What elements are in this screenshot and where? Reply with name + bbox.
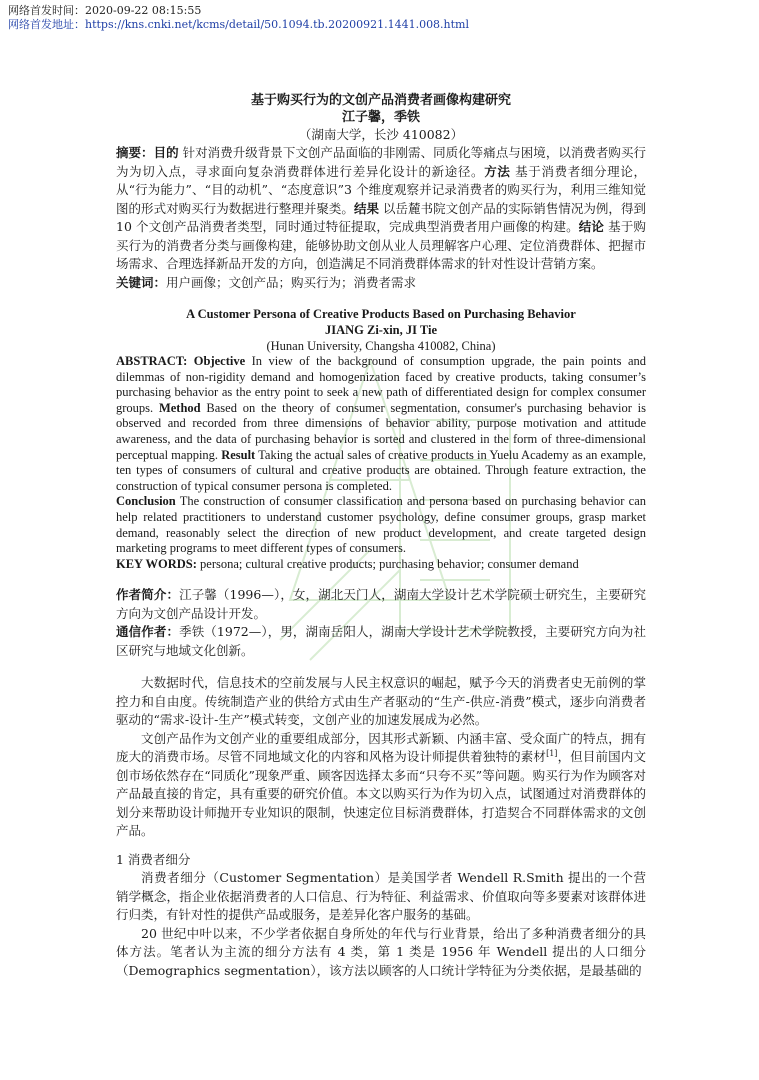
abstract-en	[116, 354, 646, 557]
body-paragraph-3: 消费者细分（Customer Segmentation）是美国学者 Wendell R.Smith 提出的一个营销学概念，指企业依据消费者的人口信息、行为特征、利益需求、价值取向等多要素对该群体进行归类，有针对性的提供产品或服务，是差异化客户服务的基础。	[116, 870, 646, 923]
abstract-en-label: ABSTRACT:	[116, 354, 188, 368]
corresponding-author-label: 通信作者：	[116, 624, 180, 640]
affiliation-en: (Hunan University, Changsha 410082, China)	[266, 339, 496, 353]
method-label-en: Method	[153, 400, 201, 415]
keywords-zh-text: 用户画像；文创产品；购买行为；消费者需求	[166, 274, 417, 290]
corresponding-author	[116, 623, 646, 660]
section-heading-1: 1 消费者细分	[116, 851, 191, 867]
author-bio	[116, 586, 646, 623]
title-en: A Customer Persona of Creative Products Based on Purchasing Behavior	[186, 307, 576, 321]
affiliation-zh: （湖南大学，长沙 410082）	[298, 127, 464, 142]
citation-ref[interactable]: [1]	[546, 749, 558, 759]
objective-text-zh: 针对消费升级背景下文创产品面临的非刚需、同质化等痛点与困境，以消费者购买行为为切入点，寻求面向复杂消费群体进行差异化设计的新途径。	[116, 145, 646, 179]
body-paragraph-2-part-a: 文创产品作为文创产业的重要组成部分，因其形式新颖、内涵丰富、受众面广的特点，拥有庞大的消费市场。尽管不同地域文化的内容和风格为设计师提供着独特的素材	[116, 730, 646, 765]
result-text-zh: 以岳麓书院文创产品的实际销售情况为例，得到 10 个文创产品消费者类型，同时通过特征提取，完成典型消费者用户画像的构建。	[116, 200, 646, 234]
paper-page	[116, 92, 646, 980]
objective-text-en: In view of the background of consumption upgrade, the pain points and dilemmas of non-rigidity demand and homogenization faced by creative products, taking consumer’s purchasing behavior as the entry point to seek a new path of differentiated design for complex consumer groups.	[116, 354, 646, 415]
publication-meta	[8, 4, 469, 32]
abstract-zh	[116, 144, 646, 274]
author-bio-text: 江子馨（1996—），女，湖北天门人，湖南大学设计艺术学院硕士研究生，主要研究方向为文创产品设计开发。	[116, 587, 646, 621]
result-label-en: Result	[218, 447, 256, 462]
corresponding-author-text: 季铁（1972—），男，湖南岳阳人，湖南大学设计艺术学院教授，主要研究方向为社区研究与地域文化创新。	[116, 624, 646, 658]
body-paragraph-4: 20 世纪中叶以来，不少学者依据自身所处的年代与行业背景，给出了多种消费者细分的具体方法。笔者认为主流的细分方法有 4 类，第 1 类是 1956 年 Wendell 提出的人口细分（Demographics segmentation），该方法以顾客的人口统计学特征为分类依据，是最基础的	[116, 925, 646, 978]
keywords-en-text: persona; cultural creative products; purchasing behavior; consumer demand	[196, 556, 579, 571]
authors-zh: 江子馨，季铁	[341, 110, 420, 125]
body-paragraph-1: 大数据时代，信息技术的空前发展与人民主权意识的崛起，赋予今天的消费者史无前例的掌控力和自由度。传统制造产业的供给方式由生产者驱动的“生产-供应-消费”模式，逐步向消费者驱动的“需求-设计-生产”模式转变，文创产业的加速发展成为必然。	[116, 675, 646, 728]
keywords-zh	[116, 274, 646, 293]
conclusion-text-zh: 基于购买行为的消费者分类与画像构建，能够协助文创从业人员理解客户心理、定位消费群体、把握市场需求、合理选择新品开发的方向，创造满足不同消费群体需求的针对性设计营销方案。	[116, 219, 646, 271]
result-text-en: Taking the actual sales of creative products in Yuelu Academy as an example, ten types of consumers of cultural and creative products are obtained. Through feature extraction, the construction of typical consumer persona is completed.	[116, 447, 647, 493]
keywords-en-label: KEY WORDS:	[116, 556, 197, 571]
objective-label-en: Objective	[187, 354, 246, 368]
publication-url[interactable]: 网络首发地址：https://kns.cnki.net/kcms/detail/50.1094.tb.20200921.1441.008.html	[8, 18, 470, 31]
keywords-en	[116, 557, 646, 573]
objective-label-zh: 目的	[153, 145, 179, 160]
conclusion-label-zh: 结论	[578, 219, 605, 234]
body-paragraph-2-part-b: ，但目前国内文创市场依然存在“同质化”现象严重、顾客因选择太多而“只夸不买”等问题。购买行为作为顾客对产品最直接的肯定，具有重要的研究价值。本文以购买行为作为切入点，试图通过对消费群体的划分来帮助设计师抛开专业知识的限制，快速定位目标消费群体，打造契合不同群体需求的文创产品。	[116, 749, 646, 839]
title-zh: 基于购买行为的文创产品消费者画像构建研究	[250, 93, 511, 108]
conclusion-label-en: Conclusion	[116, 494, 176, 509]
result-label-zh: 结果	[353, 200, 380, 216]
keywords-zh-label: 关键词：	[116, 274, 167, 290]
abstract-zh-label: 摘要：	[116, 145, 154, 160]
conclusion-text-en: The construction of consumer classification and persona based on purchasing behavior can help related practitioners to understand customer psychology, define consumer groups, grasp market demand, reasonably select the direction of new product development, and create targeted design marketing programs to meet different types of consumers.	[116, 494, 646, 556]
method-text-en: Based on the theory of consumer segmentation, consumer's purchasing behavior is observed and recorded from three dimensions of behavior ability, purpose motivation and attitude awareness, and the data of purchasing behavior is sorted and clustered in the form of three-dimensional perceptual mapping.	[116, 400, 646, 462]
publication-time: 网络首发时间：2020-09-22 08:15:55	[8, 4, 202, 17]
author-bio-label: 作者简介：	[116, 587, 180, 603]
body-paragraph-2	[116, 730, 646, 841]
method-label-zh: 方法	[484, 163, 511, 179]
method-text-zh: 基于消费者细分理论，从“行为能力”、“目的动机”、“态度意识”3 个维度观察并记录消费者的购买行为，利用三维知觉图的形式对购买行为数据进行整理并聚类。	[116, 163, 646, 216]
authors-en: JIANG Zi-xin, JI Tie	[324, 323, 438, 337]
